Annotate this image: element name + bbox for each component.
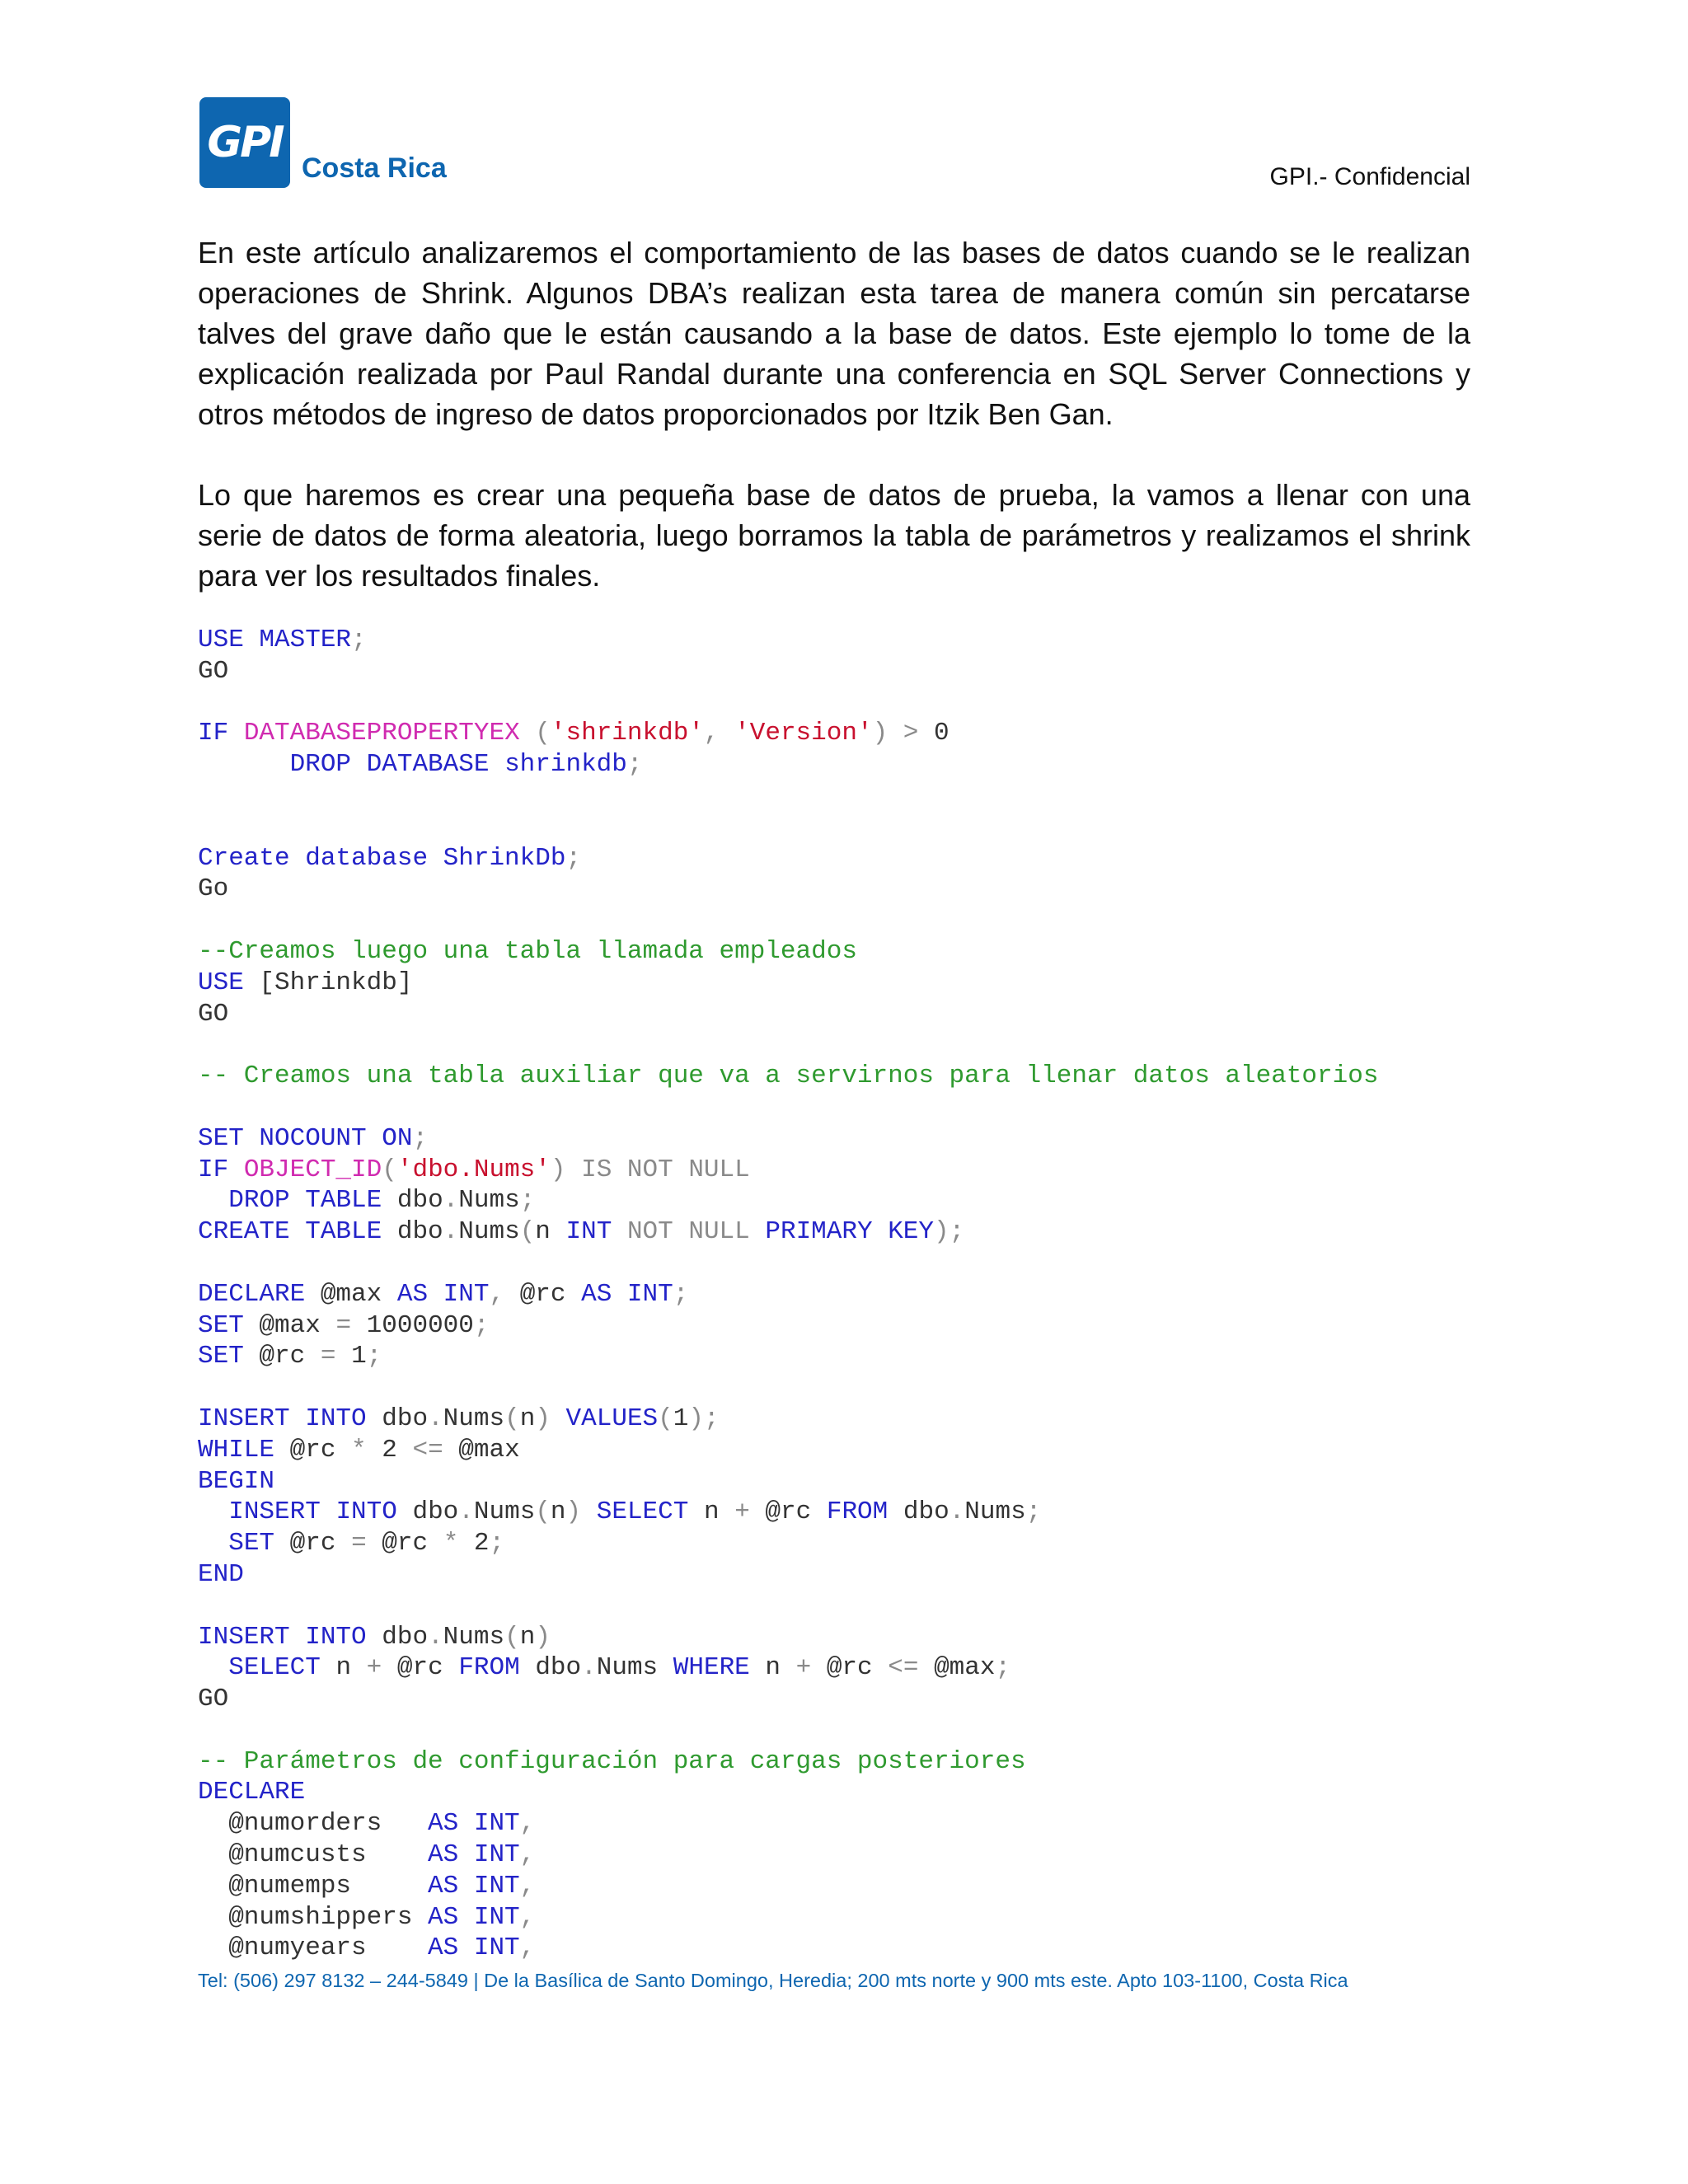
intro-paragraph: En este artículo analizaremos el comportamiento de las bases de datos cuando se le realizan operaciones de Shrink. Algunos DBA’s realizan esta tarea de manera común sin percatarse talves del grave daño que le están causando a la base de datos. Este ejemplo lo tome de la explicación realizada por Paul Randal durante una conferencia en SQL Server Connections y otros métodos de ingreso de datos proporcionados por Itzik Ben Gan. xyxy=(198,236,1470,431)
code-token: FROM xyxy=(458,1653,536,1683)
code-token: <= xyxy=(412,1435,459,1465)
code-line xyxy=(198,1715,1378,1746)
code-line xyxy=(198,1559,1378,1591)
code-line xyxy=(198,905,1378,936)
code-token: . xyxy=(428,1404,443,1433)
code-token: . xyxy=(458,1497,474,1527)
code-token: dbo xyxy=(382,1622,429,1652)
code-token: NOT NULL xyxy=(626,1217,766,1247)
code-token: ) > xyxy=(872,719,934,748)
code-token: n xyxy=(765,1653,796,1683)
code-token: ; xyxy=(412,1123,429,1153)
code-token: = xyxy=(320,1342,352,1371)
code-token: @rc xyxy=(259,1342,321,1371)
code-token: 'shrinkdb' xyxy=(550,719,704,748)
code-token: , xyxy=(519,1840,536,1870)
code-line xyxy=(198,1902,1378,1933)
code-token: Nums xyxy=(964,1497,1026,1527)
gpi-logo-mark: GPI xyxy=(199,97,290,188)
code-line xyxy=(198,1404,1378,1435)
code-token: Nums xyxy=(596,1653,673,1683)
code-line xyxy=(198,1497,1378,1528)
code-line xyxy=(198,843,1378,874)
code-token: @max xyxy=(320,1279,397,1309)
code-token: 1000000 xyxy=(366,1310,474,1340)
code-token: 2 xyxy=(473,1529,490,1558)
code-token: , xyxy=(519,1871,536,1900)
code-token: , xyxy=(519,1902,536,1932)
code-line xyxy=(198,1840,1378,1871)
code-token: + xyxy=(366,1653,397,1683)
code-token: 0 xyxy=(934,719,950,748)
code-token: USE MASTER xyxy=(198,626,352,654)
code-token: ) xyxy=(535,1622,551,1652)
code-line xyxy=(198,1185,1378,1216)
code-token: GO xyxy=(198,999,229,1029)
code-line xyxy=(198,749,1378,780)
code-line xyxy=(198,780,1378,812)
code-token: , xyxy=(519,1809,536,1839)
code-token: SELECT xyxy=(596,1497,704,1527)
code-token: . xyxy=(443,1217,459,1247)
code-token: Go xyxy=(198,874,229,904)
code-token: INSERT INTO xyxy=(228,1497,413,1527)
code-token: GO xyxy=(198,1685,229,1714)
code-line xyxy=(198,656,1378,687)
logo-text: Costa Rica xyxy=(302,152,447,184)
code-token: ; xyxy=(995,1653,1011,1683)
code-token: ( xyxy=(519,1217,536,1247)
code-line xyxy=(198,1248,1378,1279)
code-line xyxy=(198,1216,1378,1248)
code-line xyxy=(198,1061,1378,1092)
code-line xyxy=(198,1279,1378,1310)
code-token: ( xyxy=(382,1155,397,1184)
code-token: PRIMARY KEY xyxy=(765,1217,935,1247)
code-line xyxy=(198,718,1378,749)
code-token: INSERT INTO xyxy=(198,1622,382,1652)
code-token: -- Creamos una tabla auxiliar que va a servirnos para llenar datos aleatorios xyxy=(198,1062,1379,1091)
code-token xyxy=(198,1653,228,1682)
code-token: ; xyxy=(565,843,582,873)
code-token: @rc xyxy=(826,1653,889,1683)
code-token: WHERE xyxy=(673,1653,766,1683)
code-token: AS INT xyxy=(428,1902,520,1932)
code-token: , xyxy=(489,1279,520,1309)
code-token xyxy=(198,1529,228,1558)
code-token: VALUES xyxy=(565,1404,659,1433)
code-token: DECLARE xyxy=(198,1279,321,1309)
code-line xyxy=(198,874,1378,905)
code-token: [Shrinkdb] xyxy=(259,968,413,997)
code-token: , xyxy=(703,719,735,748)
code-token: n xyxy=(703,1497,735,1527)
code-token xyxy=(520,719,536,748)
sql-code-block xyxy=(198,625,1378,1964)
code-token: 'Version' xyxy=(734,719,873,748)
code-token: + xyxy=(795,1653,827,1683)
code-token: <= xyxy=(888,1653,935,1683)
code-token: * xyxy=(351,1435,382,1465)
code-token: @max xyxy=(458,1435,520,1465)
code-token: n xyxy=(550,1497,566,1527)
code-line xyxy=(198,1933,1378,1964)
code-line xyxy=(198,1777,1378,1808)
code-token: ( xyxy=(535,1497,551,1527)
code-token: ) xyxy=(565,1497,597,1527)
code-token: @rc xyxy=(519,1279,582,1309)
code-token: @max xyxy=(934,1653,996,1683)
code-token: IF xyxy=(198,719,244,748)
code-token: @rc xyxy=(765,1497,827,1527)
code-token: ; xyxy=(626,750,643,780)
code-token: dbo xyxy=(903,1497,950,1527)
code-token: ( xyxy=(658,1404,673,1433)
code-line xyxy=(198,1528,1378,1559)
code-token: END xyxy=(198,1559,244,1589)
code-token: DATABASEPROPERTYEX xyxy=(243,719,520,748)
code-token: DECLARE xyxy=(198,1778,306,1807)
code-token: @rc xyxy=(382,1529,443,1558)
code-token: Nums xyxy=(473,1497,536,1527)
code-token: SET xyxy=(198,1310,260,1340)
code-token: @numcusts xyxy=(198,1840,429,1870)
code-line xyxy=(198,1029,1378,1061)
code-token: * xyxy=(443,1529,474,1558)
code-token: INSERT INTO xyxy=(198,1404,382,1433)
code-line xyxy=(198,1622,1378,1653)
code-token: dbo xyxy=(396,1186,443,1216)
code-token: ) xyxy=(535,1404,566,1433)
code-token: CREATE TABLE xyxy=(198,1217,397,1247)
code-token: @numorders xyxy=(198,1809,429,1839)
code-line xyxy=(198,1155,1378,1186)
code-token: ; xyxy=(489,1529,505,1558)
code-line xyxy=(198,999,1378,1030)
footer-contact: Tel: (506) 297 8132 – 244-5849 | De la Basílica de Santo Domingo, Heredia; 200 mts norte y 900 mts este. Apto 103-1100, Costa Rica xyxy=(198,1970,1348,1991)
code-token: AS INT xyxy=(428,1933,520,1963)
code-token: n xyxy=(519,1404,536,1433)
code-token: 'dbo.Nums' xyxy=(396,1155,551,1184)
code-token: . xyxy=(428,1622,443,1652)
code-token: ( xyxy=(504,1622,520,1652)
code-token: AS INT xyxy=(428,1840,520,1870)
code-token: dbo xyxy=(535,1653,582,1683)
code-token xyxy=(198,750,290,779)
code-token: Nums xyxy=(458,1217,520,1247)
code-token: --Creamos luego una tabla llamada empleados xyxy=(198,936,857,966)
code-token: WHILE xyxy=(198,1435,290,1465)
code-token: GO xyxy=(198,656,229,686)
code-token: . xyxy=(949,1497,965,1527)
code-token: @numyears xyxy=(198,1933,429,1963)
code-line xyxy=(198,1123,1378,1155)
code-token: DROP DATABASE shrinkdb xyxy=(289,750,627,780)
code-token: Nums xyxy=(443,1404,505,1433)
code-token: AS INT xyxy=(581,1279,673,1309)
code-token: SET xyxy=(228,1529,290,1558)
code-token: BEGIN xyxy=(198,1466,275,1496)
code-token: FROM xyxy=(826,1497,903,1527)
code-token: ; xyxy=(351,626,367,654)
code-token: @numshippers xyxy=(198,1902,429,1932)
code-token: Create database ShrinkDb xyxy=(198,843,566,873)
code-token: ( xyxy=(504,1404,520,1433)
code-token: dbo xyxy=(412,1497,459,1527)
code-token: ); xyxy=(934,1217,965,1247)
code-line xyxy=(198,1310,1378,1342)
code-line xyxy=(198,1652,1378,1684)
code-token: ; xyxy=(473,1310,490,1340)
code-token: USE xyxy=(198,968,260,997)
plan-paragraph: Lo que haremos es crear una pequeña base de datos de prueba, la vamos a llenar con una serie de datos de forma aleatoria, luego borramos la tabla de parámetros y realizamos el shrink para ver los resultados finales. xyxy=(198,478,1470,593)
code-token: AS INT xyxy=(428,1871,520,1900)
code-token: DROP TABLE xyxy=(228,1186,397,1216)
code-token: Nums xyxy=(458,1186,520,1216)
code-token: 2 xyxy=(382,1435,413,1465)
code-token: n xyxy=(519,1622,536,1652)
code-token: SET NOCOUNT ON xyxy=(198,1123,413,1153)
code-line xyxy=(198,625,1378,656)
code-token: = xyxy=(351,1529,382,1558)
code-token: @rc xyxy=(289,1529,352,1558)
code-token: AS INT xyxy=(396,1279,490,1309)
code-line xyxy=(198,1684,1378,1715)
code-line xyxy=(198,1341,1378,1372)
code-line xyxy=(198,812,1378,843)
code-line xyxy=(198,1808,1378,1840)
code-token: INT xyxy=(565,1217,627,1247)
code-token: @rc xyxy=(396,1653,459,1683)
code-token: . xyxy=(443,1186,459,1216)
code-token xyxy=(198,1497,228,1526)
code-line xyxy=(198,1372,1378,1404)
code-token: dbo xyxy=(396,1217,443,1247)
company-logo xyxy=(199,97,447,188)
code-token: 1 xyxy=(351,1342,367,1371)
code-token: IF xyxy=(198,1155,244,1184)
code-token: n xyxy=(535,1217,566,1247)
code-token: ) IS NOT NULL xyxy=(550,1155,750,1184)
code-line xyxy=(198,1746,1378,1778)
code-line xyxy=(198,968,1378,999)
code-line xyxy=(198,936,1378,968)
code-token: SELECT xyxy=(228,1653,336,1683)
code-token: AS INT xyxy=(428,1809,520,1839)
code-token: @max xyxy=(259,1310,336,1340)
code-token: + xyxy=(734,1497,766,1527)
code-token: Nums xyxy=(443,1622,505,1652)
code-token xyxy=(198,1186,228,1215)
code-token: SET xyxy=(198,1342,260,1371)
code-token: ; xyxy=(366,1342,382,1371)
code-line xyxy=(198,1871,1378,1902)
code-token: , xyxy=(519,1933,536,1963)
code-line xyxy=(198,1435,1378,1466)
code-token: ); xyxy=(688,1404,720,1433)
code-line xyxy=(198,1466,1378,1497)
code-token: . xyxy=(581,1653,597,1683)
code-token: ( xyxy=(535,719,551,748)
code-token: dbo xyxy=(382,1404,429,1433)
code-line xyxy=(198,1092,1378,1123)
code-token: -- Parámetros de configuración para cargas posteriores xyxy=(198,1746,1026,1776)
code-token: OBJECT_ID xyxy=(243,1155,382,1184)
code-token: ; xyxy=(673,1279,689,1309)
code-token: ; xyxy=(1025,1497,1042,1527)
code-token: @rc xyxy=(289,1435,352,1465)
code-token: 1 xyxy=(673,1404,689,1433)
code-line xyxy=(198,1591,1378,1622)
confidential-label: GPI.- Confidencial xyxy=(1269,163,1470,190)
code-token: @numemps xyxy=(198,1871,429,1900)
code-token: n xyxy=(335,1653,367,1683)
code-token: = xyxy=(335,1310,367,1340)
code-token: ; xyxy=(519,1186,536,1216)
code-line xyxy=(198,687,1378,719)
